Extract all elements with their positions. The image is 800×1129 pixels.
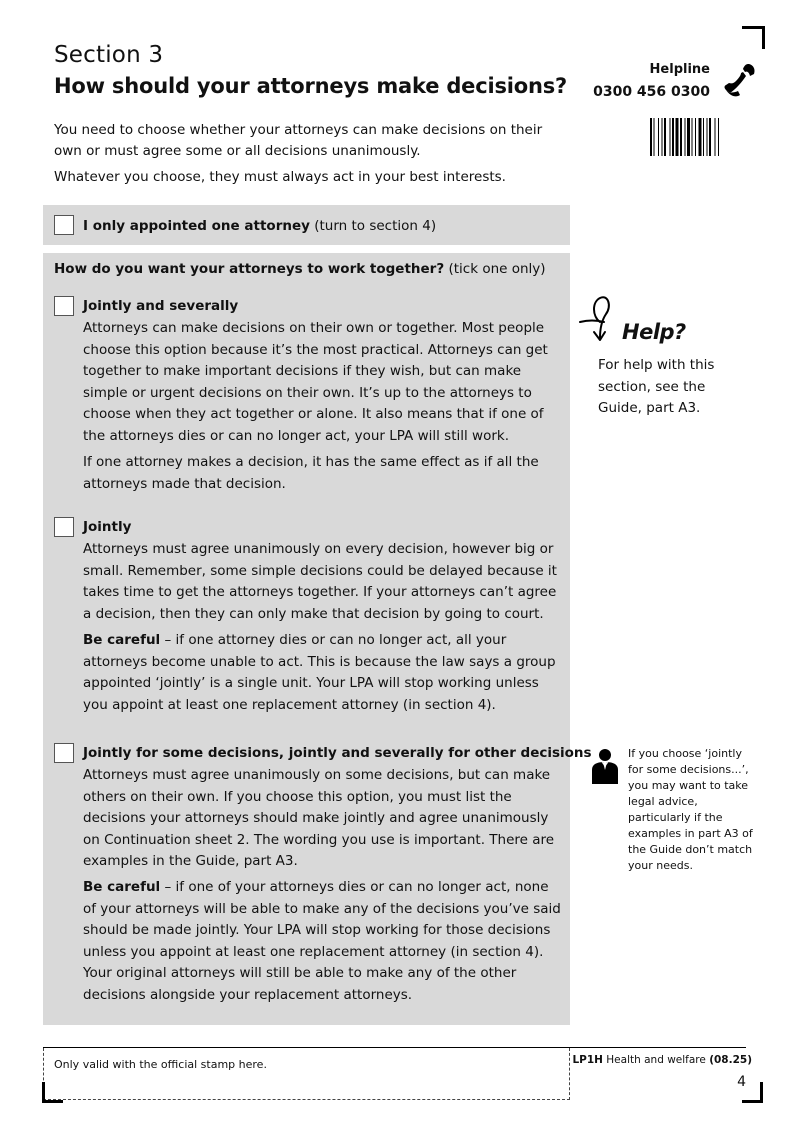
one-attorney-label: I only appointed one attorney (turn to section 4) — [83, 218, 437, 234]
barcode-bar — [650, 118, 652, 156]
intro-paragraph-2: Whatever you choose, they must always act in your best interests. — [54, 169, 506, 185]
barcode-bar — [718, 118, 719, 156]
mixed-decisions-checkbox[interactable] — [54, 743, 74, 763]
official-stamp-area — [43, 1048, 570, 1100]
help-text: For help with this section, see the Guide, part A3. — [598, 357, 715, 416]
jointly-title: Jointly — [83, 519, 132, 535]
question-label: How do you want your attorneys to work together? (tick one only) — [54, 261, 546, 277]
barcode-bar — [658, 118, 659, 156]
barcode-bar — [654, 118, 655, 156]
form-reference: LP1H Health and welfare (08.25) — [572, 1054, 752, 1066]
jointly-and-severally-description: Attorneys can make decisions on their own or together. Most people choose this option because it’s the most practical. Attorneys can get together to make important decisions if they wish, but can make simple or urgent decisions on their own. It’s up to the attorneys to choose when they act together or alone. It also means that if one of the attorneys dies or can no longer act, your LPA will still work. — [83, 320, 548, 444]
jointly-and-severally-title: Jointly and severally — [83, 298, 239, 314]
corner-mark-bottom-right — [742, 1082, 763, 1103]
page-title: How should your attorneys make decisions? — [54, 74, 568, 98]
barcode-bar — [680, 118, 682, 156]
barcode-bar — [707, 118, 708, 156]
section-number: Section 3 — [54, 42, 164, 68]
helpline-label: Helpline — [649, 62, 710, 77]
barcode-bar — [709, 118, 711, 156]
one-attorney-checkbox[interactable] — [54, 215, 74, 235]
barcode-bar — [672, 118, 674, 156]
barcode-bar — [692, 118, 693, 156]
jointly-and-severally-note: If one attorney makes a decision, it has the same effect as if all the attorneys made that decision. — [83, 454, 539, 492]
barcode-bar — [664, 118, 666, 156]
corner-mark-bottom-left — [42, 1082, 63, 1103]
phone-icon — [722, 62, 758, 102]
mixed-decisions-description: Attorneys must agree unanimously on some decisions, but can make others on their own. If you choose this option, you must list the decisions your attorneys should make jointly and agree unanimously on Continuation sheet 2. The wording you use is important. There are examples in the Guide, part A3. — [83, 767, 555, 869]
lawyer-icon — [589, 748, 621, 784]
barcode-icon — [650, 118, 745, 156]
corner-mark-top-right — [742, 26, 765, 49]
barcode-bar — [715, 118, 716, 156]
barcode-bar — [662, 118, 663, 156]
mixed-decisions-title: Jointly for some decisions, jointly and severally for other decisions — [83, 745, 592, 761]
barcode-bar — [687, 118, 690, 156]
barcode-bar — [685, 118, 686, 156]
jointly-warning: Be careful – if one attorney dies or can no longer act, all your attorneys become unable to act. This is because the law says a group appointed ‘jointly’ is a single unit. Your LPA will stop working unless you appoint at least one replacement attorney (in section 4). — [83, 632, 556, 713]
mixed-decisions-warning: Be careful – if one of your attorneys dies or can no longer act, none of your attorneys will be able to make any of the decisions you’ve said should be made jointly. Your LPA will stop working for those decisions unless you appoint at least one replacement attorney (in section 4). Your original attorneys will still be able to make any of the other decisions alongside your replacement attorneys. — [83, 879, 561, 1003]
helpline-number: 0300 456 0300 — [593, 84, 710, 100]
jointly-checkbox[interactable] — [54, 517, 74, 537]
stamp-instruction: Only valid with the official stamp here. — [54, 1058, 267, 1071]
barcode-bar — [695, 118, 696, 156]
page-number: 4 — [737, 1074, 746, 1090]
barcode-bar — [676, 118, 679, 156]
legal-advice-note: If you choose ‘jointly for some decisions...’, you may want to take legal advice, particularly if the examples in part A3 of the Guide don’t match your needs. — [628, 747, 753, 872]
help-heading: Help? — [622, 320, 686, 344]
barcode-bar — [703, 118, 704, 156]
barcode-bar — [670, 118, 671, 156]
jointly-and-severally-checkbox[interactable] — [54, 296, 74, 316]
jointly-description: Attorneys must agree unanimously on every decision, however big or small. Remember, some simple decisions could be delayed because it takes time to get the attorneys together. If your attorneys can’t agree a decision, then they can only make that decision by going to court. — [83, 541, 557, 622]
intro-paragraph-1: You need to choose whether your attorneys can make decisions on their own or must agree some or all decisions unanimously. — [54, 122, 543, 159]
barcode-bar — [699, 118, 702, 156]
